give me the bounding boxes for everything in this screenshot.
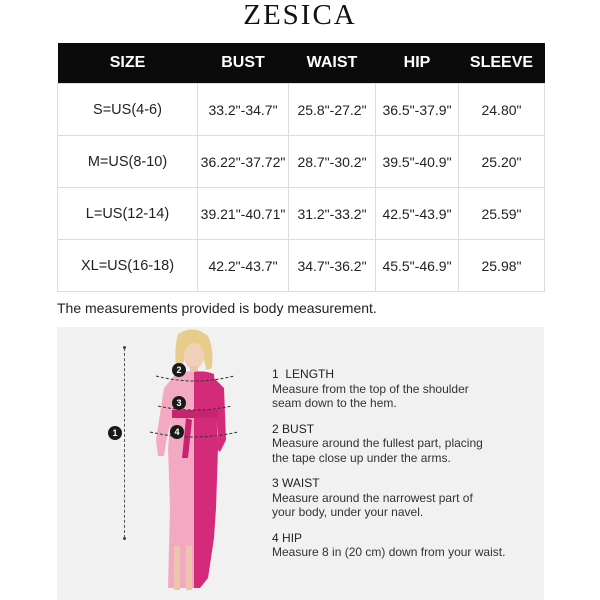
cell-size: S=US(4-6) <box>58 84 198 136</box>
step-text: Measure around the narrowest part of your body, under your navel. <box>272 490 473 519</box>
cell-bust: 42.2"-43.7" <box>198 240 289 292</box>
cell-bust: 39.21"-40.71" <box>198 188 289 240</box>
header-size: SIZE <box>58 43 198 84</box>
table-row <box>58 188 545 240</box>
step-text: Measure from the top of the shoulder seam down to the hem. <box>272 381 469 410</box>
table-header-row <box>58 43 545 84</box>
model-figure <box>134 328 254 600</box>
header-hip: HIP <box>376 43 459 84</box>
cell-hip: 42.5"-43.9" <box>376 188 459 240</box>
cell-waist: 28.7"-30.2" <box>289 136 376 188</box>
cell-size: M=US(8-10) <box>58 136 198 188</box>
marker-hip-badge: 4 <box>170 425 184 439</box>
step-length <box>272 367 532 411</box>
measurement-note: The measurements provided is body measurement. <box>57 300 377 316</box>
cell-waist: 31.2"-33.2" <box>289 188 376 240</box>
marker-bust-badge: 2 <box>172 363 186 377</box>
cell-waist: 34.7"-36.2" <box>289 240 376 292</box>
table-row <box>58 240 545 292</box>
size-chart-table <box>57 43 545 292</box>
scale-bottom-dot <box>123 537 126 540</box>
cell-sleeve: 24.80" <box>459 84 545 136</box>
face-shape <box>184 343 204 369</box>
cell-sleeve: 25.59" <box>459 188 545 240</box>
cell-hip: 39.5"-40.9" <box>376 136 459 188</box>
step-text: Measure around the fullest part, placing the tape close up under the arms. <box>272 436 483 465</box>
cell-hip: 45.5"-46.9" <box>376 240 459 292</box>
cell-sleeve: 25.20" <box>459 136 545 188</box>
step-number: 3 <box>272 476 279 490</box>
header-waist: WAIST <box>289 43 376 84</box>
marker-waist-badge: 3 <box>172 396 186 410</box>
header-bust: BUST <box>198 43 289 84</box>
cell-hip: 36.5"-37.9" <box>376 84 459 136</box>
header-sleeve: SLEEVE <box>459 43 545 84</box>
step-title: LENGTH <box>285 367 335 381</box>
step-title: HIP <box>282 530 303 545</box>
cell-bust: 33.2"-34.7" <box>198 84 289 136</box>
scale-top-dot <box>123 346 126 349</box>
step-title: WAIST <box>282 476 320 490</box>
brand-logo: ZESICA <box>243 0 357 31</box>
step-text: Measure 8 in (20 cm) down from your waist. <box>272 545 506 559</box>
step-waist <box>272 476 532 520</box>
step-number: 1 <box>272 367 279 381</box>
marker-length-badge: 1 <box>108 426 122 440</box>
cell-waist: 25.8"-27.2" <box>289 84 376 136</box>
measurement-instructions <box>272 367 532 571</box>
length-scale-line <box>124 348 126 538</box>
cell-sleeve: 25.98" <box>459 240 545 292</box>
dress-right-panel <box>194 371 218 588</box>
table-row <box>58 84 545 136</box>
table-row <box>58 136 545 188</box>
step-title: BUST <box>282 421 315 436</box>
cell-size: L=US(12-14) <box>58 188 198 240</box>
step-bust <box>272 422 532 466</box>
step-hip <box>272 531 532 560</box>
step-number: 2 <box>272 421 279 436</box>
step-number: 4 <box>272 530 279 545</box>
cell-bust: 36.22"-37.72" <box>198 136 289 188</box>
cell-size: XL=US(16-18) <box>58 240 198 292</box>
